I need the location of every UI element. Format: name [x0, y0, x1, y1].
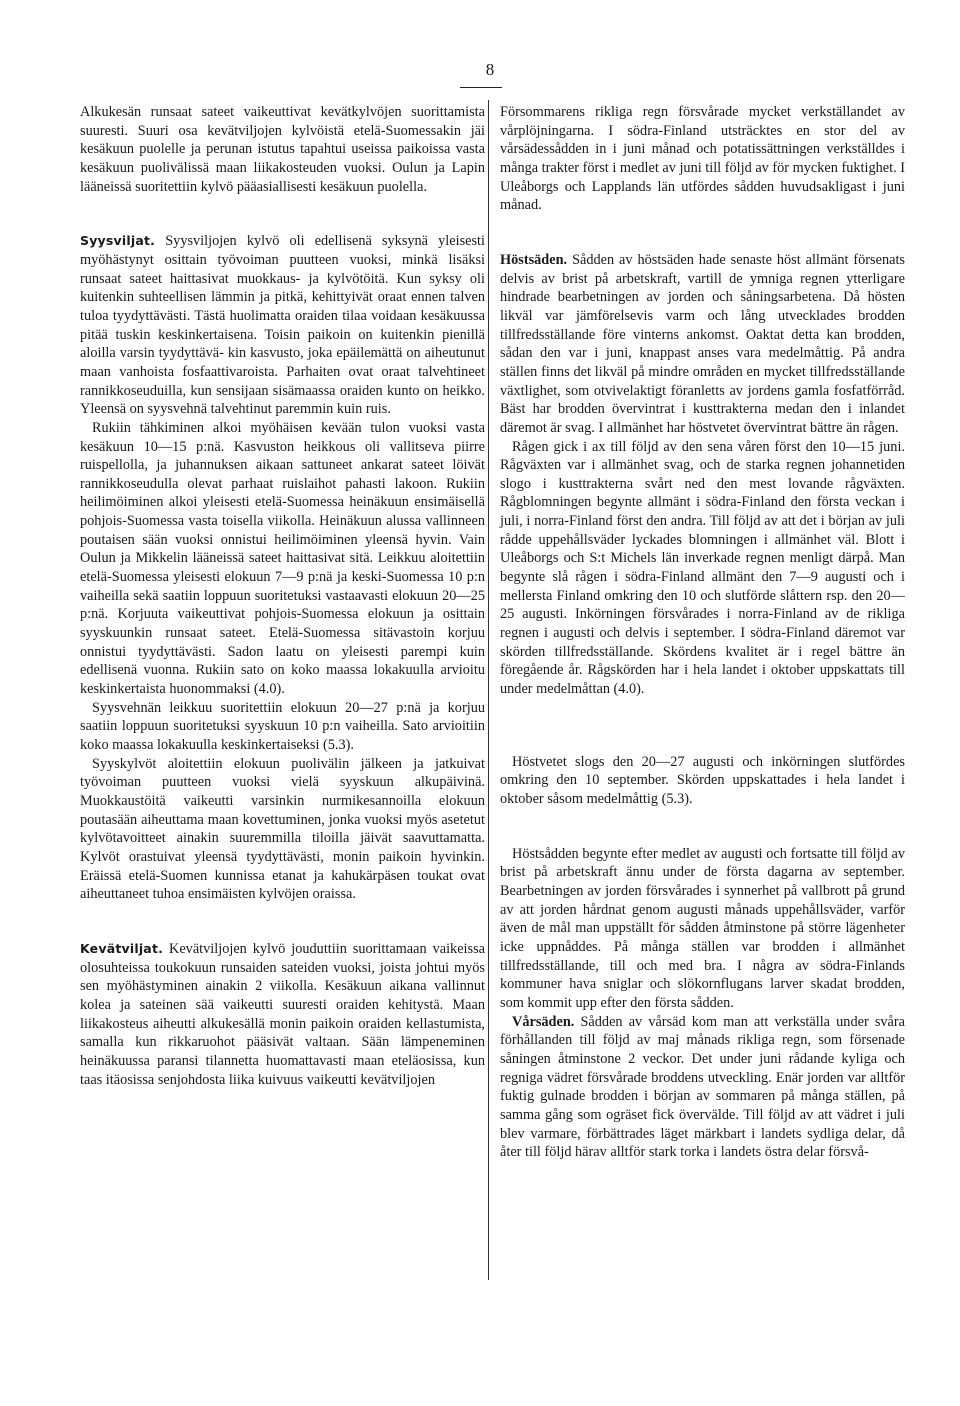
- syysviljat-paragraph-4: Syyskylvöt aloitettiin elokuun puolivälin jälkeen ja jatkuivat työvoiman puutteen vuoksi vielä syyskuun alkupäivinä. Muokkaustöitä vaikeutti varsinkin nurmikesannoilla elokuun poutasään aiheuttama maan kovettuminen, jonka vuoksi myös asetetut kylvötavoitteet ainakin suuremmilla tiloilla jäivät saavuttamatta. Kylvöt orastuivat yleensä tyydyttävästi, monin paikoin hyvinkin. Eräissä etelä-Suomen kunnissa etanat ja kahukärpäsen toukat ovat aiheuttaneet tuhoa ensimäisten kylvöjen oraissa.: [80, 755, 485, 903]
- page-number: 8: [485, 60, 495, 79]
- swedish-intro-paragraph: Försommarens rikliga regn försvårade mycket verkställandet av vårplöjningarna. I södra-Finland utsträcktes en stor del av vårsädessådden in i juni månad och potatissättningen verkställdes i många trakter först i medlet av juni till följd av för mycken fuktighet. I Uleåborgs och Lapplands län utfördes sådden huvudsakligast i juni månad.: [500, 104, 905, 214]
- hostsaden-heading: Höstsäden.: [500, 251, 568, 268]
- column-divider: [488, 100, 489, 1280]
- finnish-column: [80, 103, 485, 1089]
- hostsaden-paragraph-4: Höstsådden begynte efter medlet av augusti och fortsatte till följd av brist på arbetskraft ännu under de första dagarna av september. Bearbetningen av jorden försvårades i synnerhet på vallbrott på grund av att jorden hårdnat genom augusti månads uppehållsväder, varför även de mål man uppställt för sådden åtminstone på större lägenheter icke uppnåddes. På många ställen var brodden i allmänhet tillfredsställande, till och med bra. I några av södra-Finlands kommuner hava sniglar och slökornflugans larver skadat brodden, som kommit upp efter den första sådden.: [500, 845, 905, 1011]
- kevatviljat-heading: Kevätviljat.: [80, 940, 164, 956]
- kevatviljat-paragraph-1: Kevätviljojen kylvö jouduttiin suorittamaan vaikeissa olosuhteissa toukokuun runsaiden sateiden vuoksi, joista johtui myös sen myöhästyminen ainakin 2 viikolla. Kesäkuun aikana vallinnut kolea ja sateinen sää vaikeutti suuresti oraiden kehitystä. Maan liikakosteus aiheutti alkukesällä monin paikoin oraiden kellastumista, samalla kun rikkaruohot pääsivät valtaan. Sään lämpeneminen heinäkuussa paransi tilannetta huomattavasti maan eteläosissa, kun taas itäosissa senjohdosta liika kuivuus vaikeutti kevätviljojen: [80, 940, 485, 1088]
- hostsaden-paragraph-3: Höstvetet slogs den 20—27 augusti och inkörningen slutfördes omkring den 10 september. Skörden uppskattades i hela landet i oktober såsom medelmåttig (5.3).: [500, 753, 905, 807]
- syysviljat-section: [80, 232, 485, 419]
- finnish-intro-paragraph: Alkukesän runsaat sateet vaikeuttivat kevätkylvöjen suorittamista suuresti. Suuri osa kevätviljojen kylvöistä etelä-Suomessakin jäi kesäkuun puolelle ja perunan istutus tapahtui useissa paikoissa vasta kesäkuun puolivälissä maan liikakosteuden vuoksi. Oulun ja Lapin lääneissä suoritettiin kylvö pääasiallisesti kesäkuun puolella.: [80, 104, 485, 195]
- varsaden-heading: Vårsäden.: [512, 1013, 575, 1030]
- varsaden-section: [500, 1013, 905, 1162]
- varsaden-paragraph-1: Sådden av vårsäd kom man att verkställa under svåra förhållanden till följd av maj månads rikliga regn, som försenade såningen åtminstone 2 veckor. Det under juni rådande kyliga och regniga vädret försvårade broddens utveckling. Enär jorden var alltför fuktig gulnade brodden i början av sommaren på många ställen, på samma gång som ogräset fick övervälde. Till följd av att vädret i juli blev varmare, förbättrades läget märkbart i landets sydliga delar, då åter till följd härav alltför stark torka i landets östra delar försvå-: [500, 1013, 905, 1161]
- hostsaden-section: [500, 251, 905, 438]
- syysviljat-paragraph-2: Rukiin tähkiminen alkoi myöhäisen kevään tulon vuoksi vasta kesäkuun 10—15 p:nä. Kasvuston heikkous oli vallitseva piirre ruispellolla, ja juhannuksen aikaan sattuneet ankarat sateet löivät rannikkoseudulla olevat parhaat ruislaihot pahasti lakoon. Rukiin heilimöiminen alkoi yleisesti etelä-Suomessa heinäkuun ensimäisellä pohjois-Suomessa vasta toisella viikolla. Heinäkuun alussa vallinneen poutaisen sään vuoksi onnistui heilimöiminen yleensä hyvin. Vain Oulun ja Mikkelin lääneissä sateet haittasivat sitä. Leikkuu aloitettiin etelä-Suomessa yleisesti elokuun 7—9 p:nä ja keski-Suomessa 10 p:n vaiheilla sekä saatiin loppuun suoritetuksi vastaavasti elokuun 20—25 p:nä. Korjuuta vaikeuttivat pohjois-Suomessa elokuun ja osittain syyskuunkin runsaat sateet. Etelä-Suomessa sitävastoin korjuu onnistui tyydyttävästi. Sadon laatu on yleisesti parempi kuin edellisenä vuonna. Rukiin sato on koko maassa lokakuulla arvioitu keskinkertaista huonommaksi (4.0).: [80, 419, 485, 698]
- hostsaden-paragraph-2: Rågen gick i ax till följd av den sena våren först den 10—15 juni. Rågväxten var i allmänhet svag, och de starka regnen johannetiden slogo i kusttrakterna svårt ned den mest lovande rågväxten. Rågblomningen begynte allmänt i södra-Finland den första veckan i juli, i norra-Finland först den andra. Till följd av att det i början av juli rådde uppehållsväder lyckades blomningen i allmänhet väl. Blott i Uleåborgs och S:t Michels län inverkade regnen menligt därpå. Man begynte slå rågen i södra-Finland allmänt den 7—9 augusti och i mellersta Finland omkring den 10 och slutförde slåttern rsp. den 20—25 augusti. Inkörningen försvårades i norra-Finland av de rikliga regnen i augusti och delvis i september. I södra-Finland däremot var skörden tillfredsställande. Skördens kvalitet är i regel bättre än föregående år. Rågskörden har i hela landet i oktober uppskattats till under medelmåttan (4.0).: [500, 438, 905, 698]
- hostsaden-paragraph-1: Sådden av höstsäden hade senaste höst allmänt försenats delvis av brist på arbetskraft, vartill de ymniga regnen ytterligare hindrade bearbetningen av jorden och såningsarbetena. Då hösten likväl var jämförelsevis varm och lång utvecklades brodden tillfredsställande före vinterns ankomst. Oaktat detta kan brodden, sådan den var i juni, knappast anses vara medelmåttig. På andra ställen finns det likväl på mindre områden en mycket tillfredsställande växtlighet, som otvivelaktigt föranletts av jordens gamla fosfatförråd. Bäst har brodden övervintrat i kusttrakterna medan den i inlandet däremot är svag. I allmänhet har höstvetet övervintrat bättre än rågen.: [500, 251, 905, 436]
- kevatviljat-section: [80, 940, 485, 1089]
- header-rule: [460, 87, 502, 88]
- syysviljat-paragraph-3: Syysvehnän leikkuu suoritettiin elokuun 20—27 p:nä ja korjuu saatiin loppuun suoritetuksi syyskuun 10 p:n vaiheilla. Sato arvioitiin koko maassa lokakuulla keskinkertaiseksi (5.3).: [80, 699, 485, 753]
- swedish-column: [500, 103, 905, 1162]
- syysviljat-paragraph-1: Syysviljojen kylvö oli edellisenä syksynä yleisesti myöhästynyt osittain työvoiman puutteen vuoksi, minkä lisäksi runsaat sateet haittasivat muokkaus- ja kylvötöitä. Kun syksy oli kuitenkin suhteellisen lämmin ja pitkä, kehittyivät oraat ennen talven tuloa tyydyttävästi. Tästä huolimatta oraiden tilaa voidaan kesäkuussa pitää tuskin keskinkertaisena. Toisin paikoin on kuitenkin pienillä aloilla varsin tyydyttävä- kin kasvusto, joka epäilemättä on aiheutunut maan vanhoista fosfaattivaroista. Parhaiten ovat oraat talvehtineet rannikkoseuduilla, kun sensijaan sisämaassa oraiden kunto on heikko. Yleensä on syysvehnä talvehtinut paremmin kuin ruis.: [80, 233, 485, 418]
- syysviljat-heading: Syysviljat.: [80, 233, 156, 249]
